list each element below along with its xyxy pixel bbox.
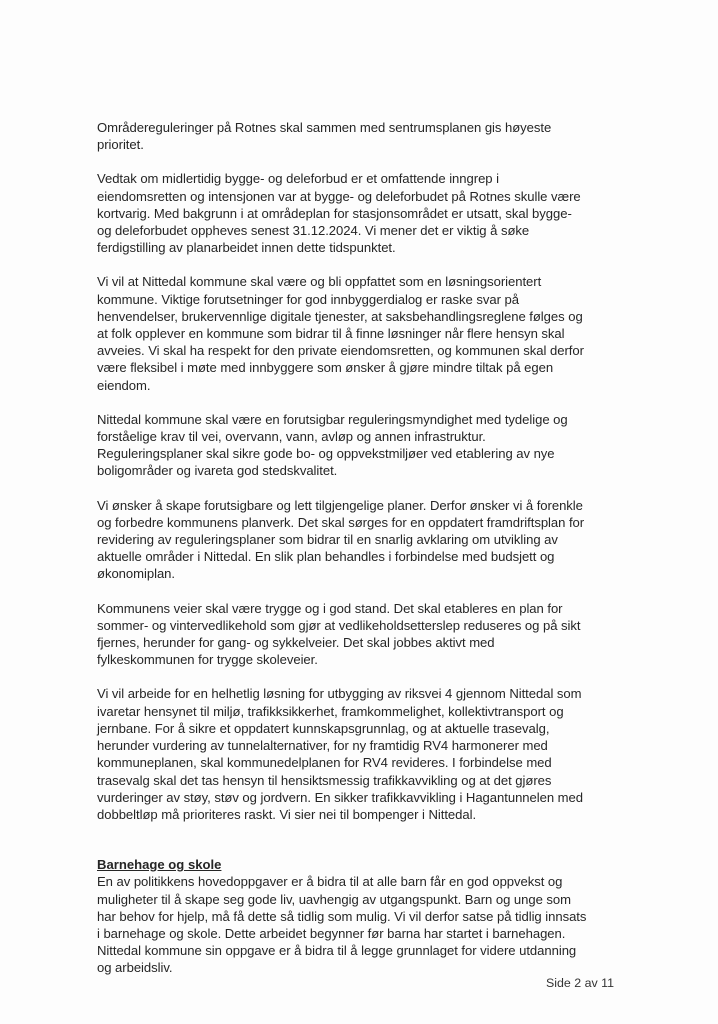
- text-line: og forbedre kommunens planverk. Det skal sørges for en oppdatert framdriftsplan for: [97, 514, 585, 530]
- text-line: eiendomsretten og intensjonen var at bygge- og deleforbudet på Rotnes skulle være: [97, 188, 581, 204]
- text-line: Kommunens veier skal være trygge og i god stand. Det skal etableres en plan for: [97, 600, 563, 616]
- text-line: ivaretar hensynet til miljø, trafikksikkerhet, framkommelighet, kollektivtransport og: [97, 703, 564, 719]
- paragraph-solution-oriented: [97, 273, 657, 393]
- text-line: aktuelle områder i Nittedal. En slik plan behandles i forbindelse med budsjett og: [97, 549, 555, 565]
- text-line: vurderinger av støy, støv og jordvern. En sikker trafikkavvikling i Hagantunnelen med: [97, 789, 584, 805]
- text-line: at folk opplever en kommune som bidrar til å finne løsninger når flere hensyn skal: [97, 326, 565, 342]
- text-line: forståelige krav til vei, overvann, vann, avløp og annen infrastruktur.: [97, 429, 486, 445]
- text-line: Vi vil at Nittedal kommune skal være og bli oppfattet som en løsningsorientert: [97, 274, 542, 290]
- text-line: Vi ønsker å skape forutsigbare og lett tilgjengelige planer. Derfor ønsker vi å forenkle: [97, 497, 583, 513]
- text-line: prioritet.: [97, 137, 144, 153]
- paragraph-predictable-plans: [97, 497, 657, 583]
- text-line: kommuneplanen, skal kommunedelplanen for RV4 revideres. I forbindelse med: [97, 755, 552, 771]
- text-line: avveies. Vi skal ha respekt for den private eiendomsretten, og kommunen skal derfor: [97, 343, 584, 359]
- text-line: trasevalg skal det tas hensyn til hensiktsmessig trafikkavvikling og at det gjøres: [97, 772, 552, 788]
- text-line: En av politikkens hovedoppgaver er å bidra til at alle barn får en god oppvekst og: [97, 874, 563, 890]
- document-body: [97, 119, 657, 977]
- page-number: Side 2 av 11: [546, 976, 614, 990]
- paragraph-rotnes-priority: [97, 119, 657, 153]
- text-line: kommune. Viktige forutsetninger for god innbyggerdialog er raske svar på: [97, 291, 519, 307]
- text-line: ferdigstilling av planarbeidet innen dette tidspunktet.: [97, 240, 396, 256]
- text-line: og arbeidsliv.: [97, 960, 173, 976]
- text-line: henvendelser, brukervennlige digitale tjenester, at saksbehandlingsreglene følges og: [97, 308, 583, 324]
- paragraph-building-ban: [97, 170, 657, 256]
- section-barnehage-og-skole: [97, 856, 657, 976]
- text-line: og deleforbudet oppheves senest 31.12.2024. Vi mener det er viktig å søke: [97, 223, 530, 239]
- text-line: eiendom.: [97, 377, 151, 393]
- paragraph-rv4: [97, 685, 657, 823]
- text-line: sommer- og vintervedlikehold som gjør at vedlikeholdsetterslep reduseres og på sikt: [97, 617, 581, 633]
- text-line: Vi vil arbeide for en helhetlig løsning for utbygging av riksvei 4 gjennom Nittedal som: [97, 686, 582, 702]
- text-line: fylkeskommunen for trygge skoleveier.: [97, 652, 318, 668]
- text-line: boligområder og ivareta god stedskvalitet.: [97, 463, 338, 479]
- section-heading: Barnehage og skole: [97, 857, 222, 873]
- text-line: har behov for hjelp, må få dette så tidlig som mulig. Vi vil derfor satse på tidlig innsats: [97, 908, 587, 924]
- text-line: kortvarig. Med bakgrunn i at områdeplan for stasjonsområdet er utsatt, skal bygge-: [97, 205, 572, 221]
- text-line: i barnehage og skole. Dette arbeidet begynner før barna har startet i barnehagen.: [97, 925, 566, 941]
- text-line: herunder vurdering av tunnelalternativer, for ny framtidig RV4 harmonerer med: [97, 738, 548, 754]
- text-line: Områdereguleringer på Rotnes skal sammen med sentrumsplanen gis høyeste: [97, 120, 552, 135]
- text-line: Vedtak om midlertidig bygge- og deleforbud er et omfattende inngrep i: [97, 171, 499, 187]
- paragraph-regulation-authority: [97, 411, 657, 480]
- text-line: fjernes, herunder for gang- og sykkelveier. Det skal jobbes aktivt med: [97, 635, 495, 651]
- text-line: revidering av reguleringsplaner som bidrar til en snarlig avklaring om utvikling av: [97, 532, 558, 548]
- text-line: Nittedal kommune skal være en forutsigbar reguleringsmyndighet med tydelige og: [97, 411, 568, 427]
- text-line: økonomiplan.: [97, 566, 176, 582]
- text-line: være fleksibel i møte med innbyggere som ønsker å gjøre mindre tiltak på egen: [97, 360, 554, 376]
- text-line: muligheter til å skape seg gode liv, uavhengig av utgangspunkt. Barn og unge som: [97, 891, 571, 907]
- paragraph-roads: [97, 600, 657, 669]
- text-line: Reguleringsplaner skal sikre gode bo- og oppvekstmiljøer ved etablering av nye: [97, 446, 555, 462]
- text-line: jernbane. For å sikre et oppdatert kunnskapsgrunnlag, og at aktuelle trasevalg,: [97, 720, 550, 736]
- text-line: Nittedal kommune sin oppgave er å bidra til å legge grunnlaget for videre utdanning: [97, 943, 577, 959]
- text-line: dobbeltløp må prioriteres raskt. Vi sier nei til bompenger i Nittedal.: [97, 806, 477, 822]
